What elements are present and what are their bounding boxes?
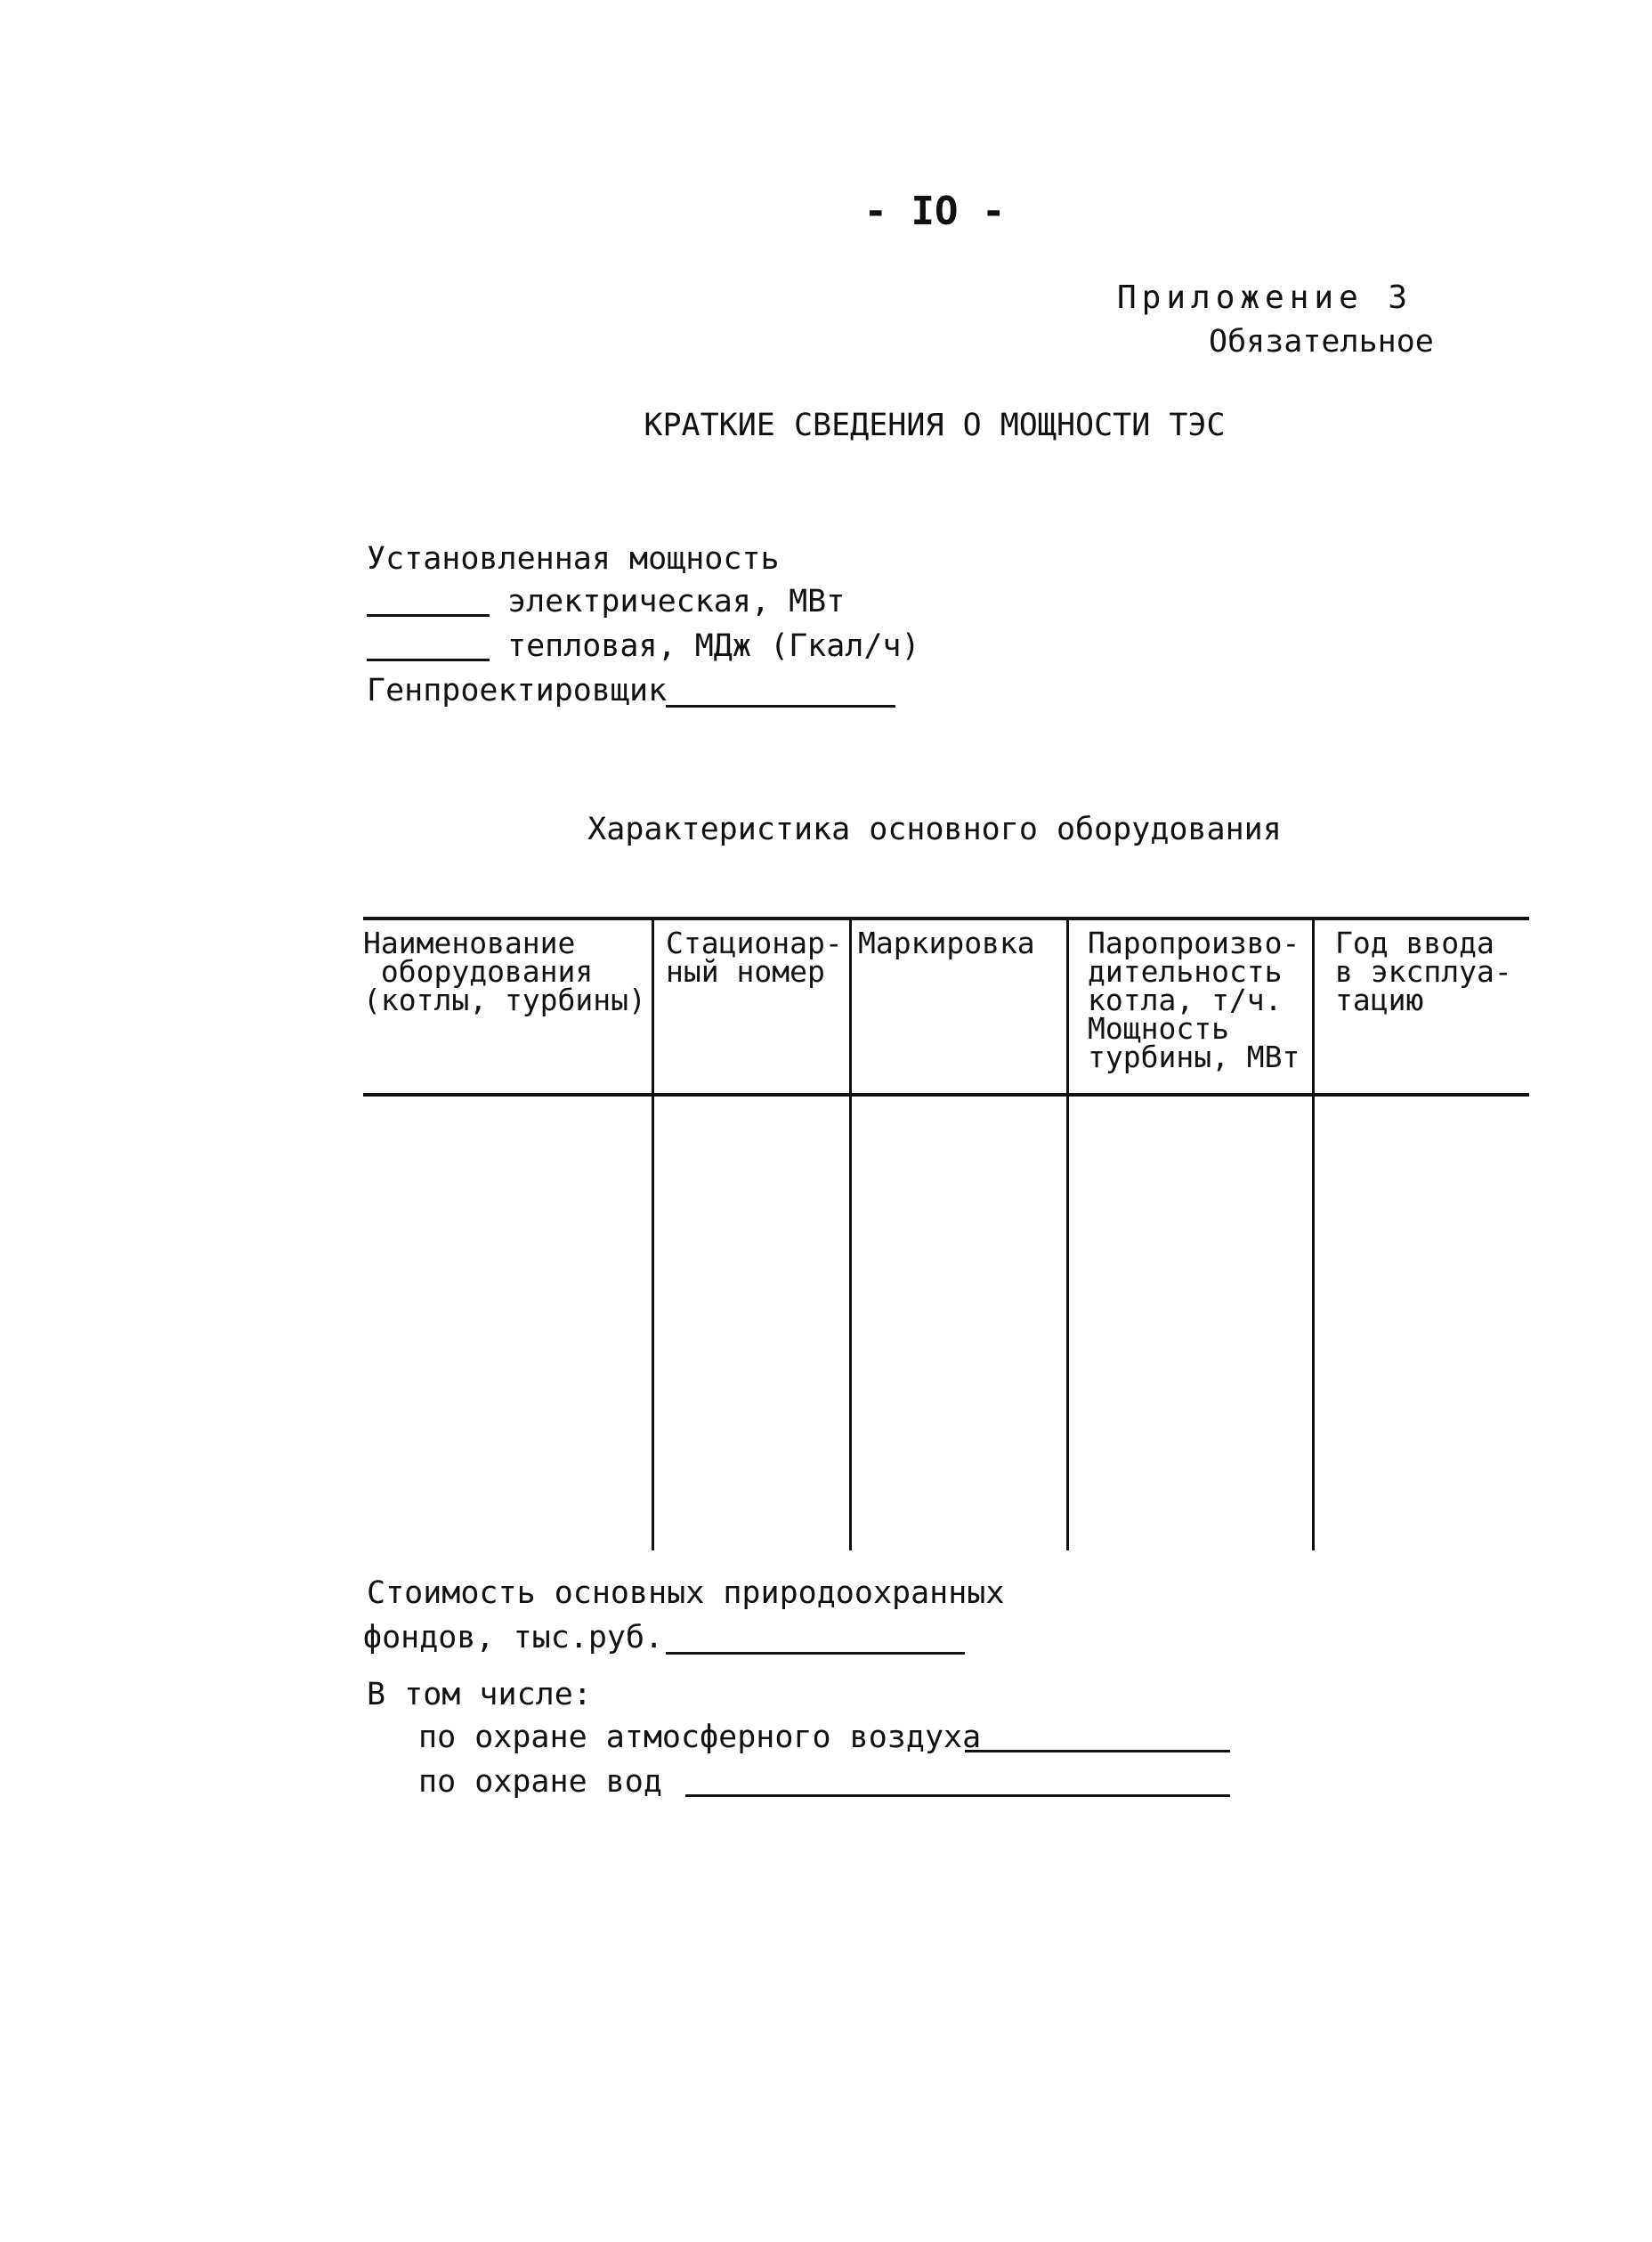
column-divider <box>1312 919 1315 1550</box>
table-header-border <box>363 1093 1529 1097</box>
column-header-station-number: Стационар- ный номер <box>666 926 843 989</box>
column-header-equipment-name: Наименование оборудования (котлы, турбины) <box>363 926 646 1017</box>
water-protection-label: по охране вод <box>418 1764 662 1800</box>
capacity-heading: Установленная мощность <box>367 541 780 577</box>
electric-capacity-label: электрическая, МВт <box>507 584 846 619</box>
thermal-capacity-label: тепловая, МДж (Гкал/ч) <box>507 628 920 664</box>
funds-total-field[interactable] <box>666 1652 965 1655</box>
document-title: КРАТКИЕ СВЕДЕНИЯ О МОЩНОСТИ ТЭС <box>644 408 1226 443</box>
including-label: В том числе: <box>367 1677 592 1712</box>
column-divider <box>1066 919 1069 1550</box>
column-divider <box>849 919 852 1550</box>
table-top-border <box>363 917 1529 920</box>
designer-label: Генпроектировщик <box>367 673 668 708</box>
equipment-section-title: Характеристика основного оборудования <box>587 812 1282 847</box>
column-header-output: Паропроизво- дительность котла, т/ч. Мощность турбины, МВт <box>1088 926 1300 1074</box>
page-number: - IO - <box>863 189 1006 234</box>
water-protection-field[interactable] <box>685 1794 1230 1797</box>
funds-line-1: Стоимость основных природоохранных <box>367 1575 1005 1611</box>
column-header-marking: Маркировка <box>858 926 1035 960</box>
air-protection-field[interactable] <box>965 1750 1230 1752</box>
air-protection-label: по охране атмосферного воздуха <box>418 1720 982 1755</box>
funds-line-2: фондов, тыс.руб. <box>363 1620 664 1655</box>
thermal-capacity-field[interactable] <box>367 659 490 661</box>
designer-field[interactable] <box>666 705 895 708</box>
appendix-status: Обязательное <box>1209 324 1434 360</box>
column-divider <box>652 919 654 1550</box>
column-header-commission-year: Год ввода в эксплуа- тацию <box>1335 926 1512 1017</box>
electric-capacity-field[interactable] <box>367 614 490 617</box>
appendix-label: Приложение 3 <box>1117 279 1413 316</box>
